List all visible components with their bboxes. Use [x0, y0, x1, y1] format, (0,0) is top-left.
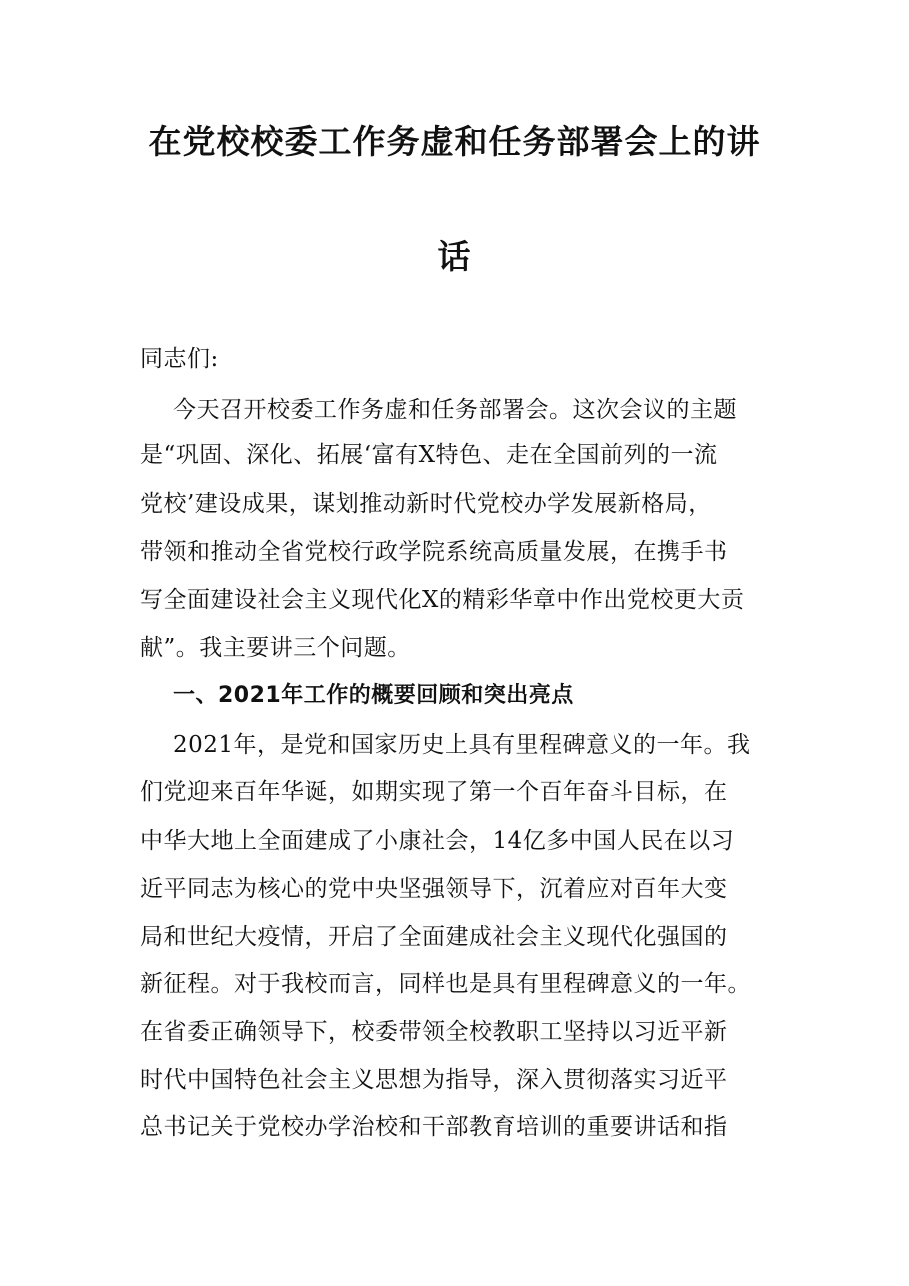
- paragraph-1-line: 带领和推动全省党校行政学院系统高质量发展，在携手书: [140, 539, 728, 565]
- paragraph-1-line: 写全面建设社会主义现代化X的精彩华章中作出党校更大贡: [140, 587, 745, 613]
- paragraph-1-line: 党校’建设成果，谋划推动新时代党校办学发展新格局，: [140, 491, 712, 517]
- paragraph-2-line: 新征程。对于我校而言，同样也是具有里程碑意义的一年。: [140, 971, 751, 997]
- paragraph-2-line: 2021年，是党和国家历史上具有里程碑意义的一年。我: [173, 732, 751, 758]
- paragraph-2-line: 们党迎来百年华诞，如期实现了第一个百年奋斗目标，在: [140, 779, 728, 805]
- section-heading: 一、2021年工作的概要回顾和突出亮点: [173, 683, 574, 708]
- paragraph-1-line: 是“巩固、深化、拓展‘富有X特色、走在全国前列的一流: [140, 442, 718, 468]
- paragraph-1-line: 献”。我主要讲三个问题。: [140, 635, 411, 661]
- paragraph-2-line: 中华大地上全面建成了小康社会，14亿多中国人民在以习: [140, 828, 735, 854]
- paragraph-2-line: 局和世纪大疫情，开启了全面建成社会主义现代化强国的: [140, 924, 728, 950]
- paragraph-2-line: 近平同志为核心的党中央坚强领导下，沉着应对百年大变: [140, 876, 728, 902]
- paragraph-1-line: 今天召开校委工作务虚和任务部署会。这次会议的主题: [173, 397, 737, 423]
- salutation: 同志们:: [140, 346, 219, 372]
- paragraph-2-line: 在省委正确领导下，校委带领全校教职工坚持以习近平新: [140, 1019, 728, 1045]
- paragraph-2-line: 总书记关于党校办学治校和干部教育培训的重要讲话和指: [140, 1114, 728, 1140]
- paragraph-2-line: 时代中国特色社会主义思想为指导，深入贯彻落实习近平: [140, 1067, 728, 1093]
- document-title-line-1: 在党校校委工作务虚和任务部署会上的讲: [148, 122, 761, 161]
- document-title-line-2: 话: [437, 237, 472, 276]
